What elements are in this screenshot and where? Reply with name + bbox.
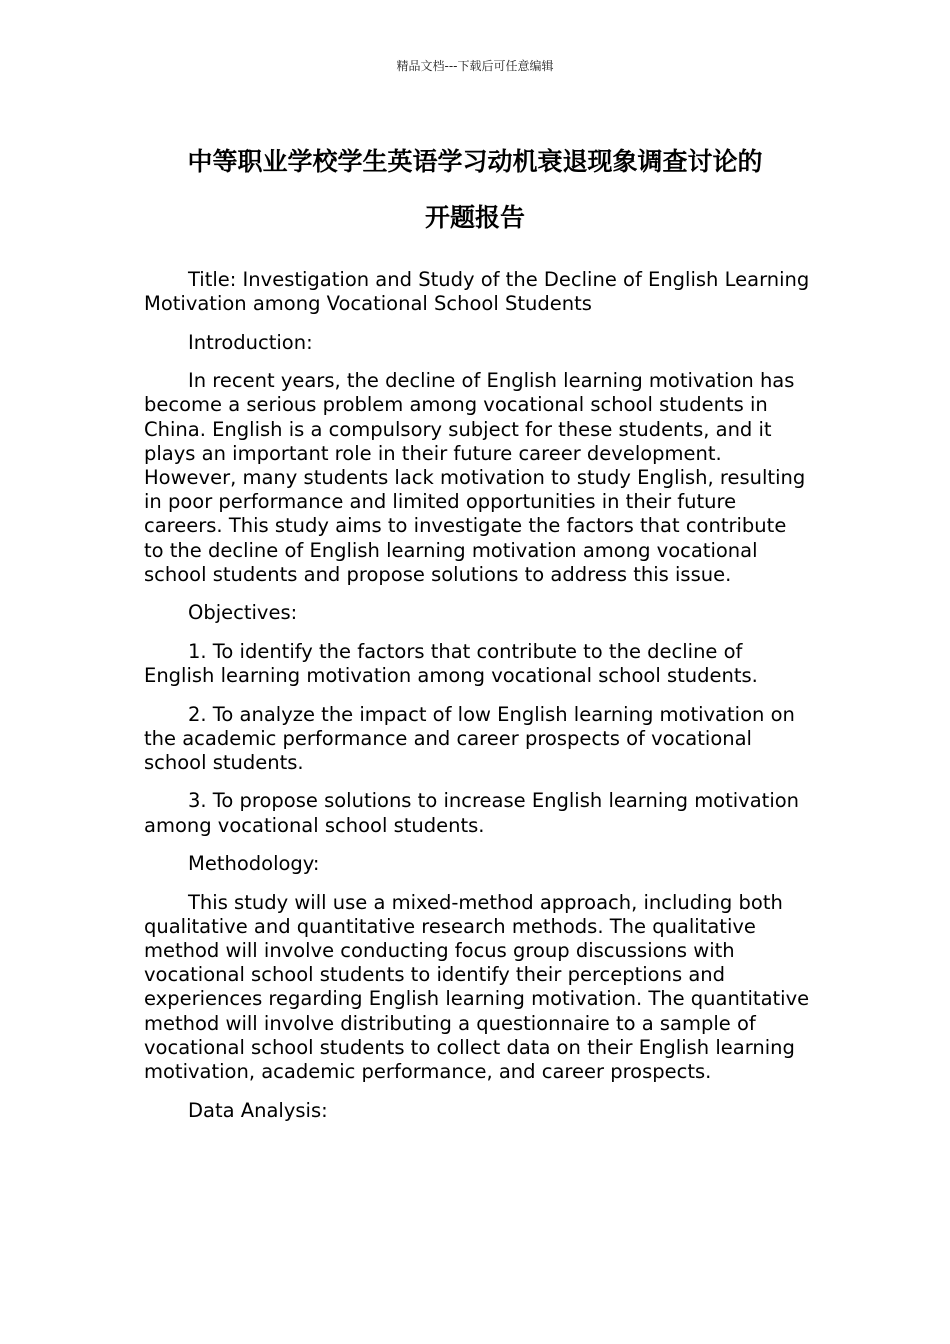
objective-item-3: 3. To propose solutions to increase English learning motivation among vocational school students.	[144, 789, 800, 837]
paper-title-paragraph: Title: Investigation and Study of the Decline of English Learning Motivation among Vocational School Students	[144, 268, 810, 316]
title-line-1: 中等职业学校学生英语学习动机衰退现象调查讨论的	[187, 147, 763, 176]
document-body	[144, 268, 812, 1137]
methodology-heading: Methodology:	[188, 852, 320, 876]
objective-item-2: 2. To analyze the impact of low English learning motivation on the academic performance and career prospects of vocational school students.	[144, 702, 795, 774]
header-note: 精品文档---下载后可任意编辑	[396, 59, 554, 73]
title-line-2: 开题报告	[424, 203, 525, 232]
introduction-paragraph: In recent years, the decline of English learning motivation has become a serious problem among vocational school students in China. English is a compulsory subject for these students, and it plays an important role in their future career development. However, many students lack motivation to study English, resulting in poor performance and limited opportunities in their future careers. This study aims to investigate the factors that contribute to the decline of English learning motivation among vocational school students and propose solutions to address this issue.	[144, 369, 806, 586]
methodology-paragraph: This study will use a mixed-method approach, including both qualitative and quantitative research methods. The qualitative method will involve conducting focus group discussions with vocational school students to identify their perceptions and experiences regarding English learning motivation. The quantitative method will involve distributing a questionnaire to a sample of vocational school students to collect data on their English learning motivation, academic performance, and career prospects.	[144, 890, 810, 1084]
objectives-heading: Objectives:	[188, 601, 298, 625]
document-title	[135, 134, 815, 246]
introduction-heading: Introduction:	[188, 330, 313, 354]
objective-item-1: 1. To identify the factors that contribute to the decline of English learning motivation among vocational school students.	[144, 639, 758, 688]
data-analysis-heading: Data Analysis:	[188, 1098, 328, 1122]
